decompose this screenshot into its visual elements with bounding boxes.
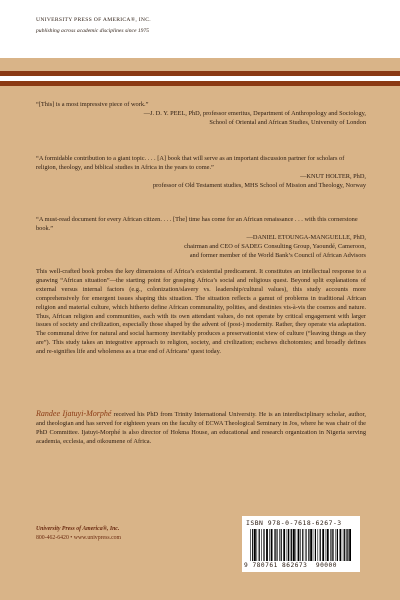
publisher-name: UNIVERSITY PRESS OF AMERICA®, INC. xyxy=(36,17,151,23)
book-description: This well-crafted book probes the key dimensions of Africa’s existential predicament. It constitutes an intellectual response to a gnawing “African situation”—the starting point for grasping Africa’s social and religious quest. Beyond split explanations of external versus internal factors (e.g., colonization/slavery vs. leadership/cultural values), this study accounts more comprehensively for emergent issues shaping this situation. The situation reflects a gamut of problems in traditional African religion and material culture, which hitherto define African communality, polities, and destinies vis-à-vis the cosmos and nature. Thus, African religion and communities, each with its own attendant values, do not operate by critical engagement with larger issues of society and civilization, especially those shaped by the advent of (post-) modernity. Rather, they operate via adaptation. The communal drive for natural and social harmony inevitably produces a preservationist view of culture (“leaving things as they are”). This study takes an integrative approach to religion, society, and civilization; eschews dichotomies; and broadly defines and re-signifies life and wholeness as a true end of Africans’ quest today. xyxy=(36,268,366,356)
ean-number: 9 780761 862673 xyxy=(244,562,308,569)
footer-contact: 800-462-6420 • www.univpress.com xyxy=(36,535,122,541)
review-quote: “A must-read document for every African citizen. . . . [The] time has come for an African renaissance . . . with this cornerstone book.” xyxy=(36,216,358,232)
author-name: Randee Ijatuyi-Morphé xyxy=(36,409,112,418)
barcode-bar xyxy=(337,529,338,561)
barcode-bars xyxy=(250,529,352,561)
barcode-bar xyxy=(347,529,348,561)
barcode-bar xyxy=(306,529,307,561)
barcode-bar xyxy=(326,529,327,561)
ean-text xyxy=(244,562,337,569)
review-attribution: professor of Old Testament studies, MHS School of Mission and Theology, Norway xyxy=(153,181,366,189)
barcode-bar xyxy=(263,529,264,561)
price-code: 90000 xyxy=(315,562,337,569)
barcode-bar xyxy=(259,529,260,561)
barcode-bar xyxy=(300,529,301,561)
footer-publisher-name: University Press of America®, Inc. xyxy=(36,526,120,532)
barcode-bar xyxy=(277,529,278,561)
barcode-bar xyxy=(302,529,303,561)
barcode-bar xyxy=(310,529,312,561)
barcode-bar xyxy=(252,529,253,561)
barcode-bar xyxy=(322,529,324,561)
barcode-bar xyxy=(344,529,345,561)
barcode-bar xyxy=(330,529,331,561)
barcode-bar xyxy=(333,529,334,561)
barcode-bar xyxy=(257,529,258,561)
barcode-bar xyxy=(298,529,300,561)
barcode-bar xyxy=(332,529,333,561)
review-attribution: —KNUT HOLTER, PhD, xyxy=(300,172,366,180)
author-bio-text: received his PhD from Trinity International University. He is an interdisciplinary scholar, author, and theologian and has served for eighteen years on the faculty of ECWA Theological Seminary in Jos, where he was chair of the PhD Committee. Ijatuyi-Morphé is also director of Hokma House, an educational and research organization in Nigeria serving academia, ecclesia, and oikoumene of Africa. xyxy=(36,411,366,445)
isbn-number: ISBN 978-0-7618-6267-3 xyxy=(246,519,342,527)
review-quote: “[This] is a most impressive piece of work.” xyxy=(36,101,149,108)
barcode-bar xyxy=(261,529,262,561)
barcode-bar xyxy=(315,529,316,561)
barcode-bar xyxy=(305,529,306,561)
review-3 xyxy=(36,216,366,261)
publisher-tagline: publishing across academic disciplines since 1975 xyxy=(36,28,150,34)
barcode-bar xyxy=(291,529,292,561)
barcode-bar xyxy=(340,529,342,561)
barcode-bar xyxy=(250,529,251,561)
barcode-bar xyxy=(274,529,275,561)
barcode-bar xyxy=(327,529,329,561)
review-1 xyxy=(36,101,366,128)
barcode-bar xyxy=(290,529,291,561)
barcode-bar xyxy=(318,529,319,561)
review-attribution: —DANIEL ETOUNGA-MANGUELLE, PhD, xyxy=(246,233,366,241)
barcode-bar xyxy=(288,529,289,561)
barcode-bar xyxy=(336,529,337,561)
header-gap xyxy=(0,58,400,71)
barcode-bar xyxy=(287,529,288,561)
barcode-bar xyxy=(266,529,268,561)
barcode-bar xyxy=(296,529,297,561)
barcode-bar xyxy=(254,529,256,561)
barcode-bar xyxy=(275,529,276,561)
isbn-barcode xyxy=(242,516,360,572)
barcode-bar xyxy=(320,529,321,561)
decorative-stripe-bottom xyxy=(0,81,400,86)
barcode-bar xyxy=(313,529,314,561)
barcode-bar xyxy=(279,529,280,561)
review-attribution: chairman and CEO of SADEG Consulting Group, Yaoundé, Cameroon, xyxy=(184,242,366,250)
review-quote: “A formidable contribution to a giant topic. . . . [A] book that will serve as an important discussion partner for scholars of religion, theology, and biblical studies in Africa in the years to come.” xyxy=(36,155,345,171)
footer-publisher xyxy=(36,526,121,541)
barcode-bar xyxy=(346,529,347,561)
review-attribution: and former member of the World Bank’s Council of African Advisors xyxy=(189,251,366,259)
barcode-bar xyxy=(349,529,351,561)
barcode-bar xyxy=(343,529,344,561)
barcode-bar xyxy=(293,529,295,561)
barcode-bar xyxy=(269,529,270,561)
barcode-bar xyxy=(271,529,273,561)
barcode-bar xyxy=(308,529,309,561)
review-attribution: School of Oriental and African Studies, University of London xyxy=(209,118,366,126)
isbn-text xyxy=(246,519,342,527)
review-attribution: —J. D. Y. PEEL, PhD, professor emeritus, Department of Anthropology and Sociology, xyxy=(143,109,366,117)
publisher-header xyxy=(0,0,400,58)
barcode-bar xyxy=(283,529,285,561)
review-2 xyxy=(36,155,366,191)
barcode-bar xyxy=(281,529,282,561)
author-bio xyxy=(36,410,366,447)
